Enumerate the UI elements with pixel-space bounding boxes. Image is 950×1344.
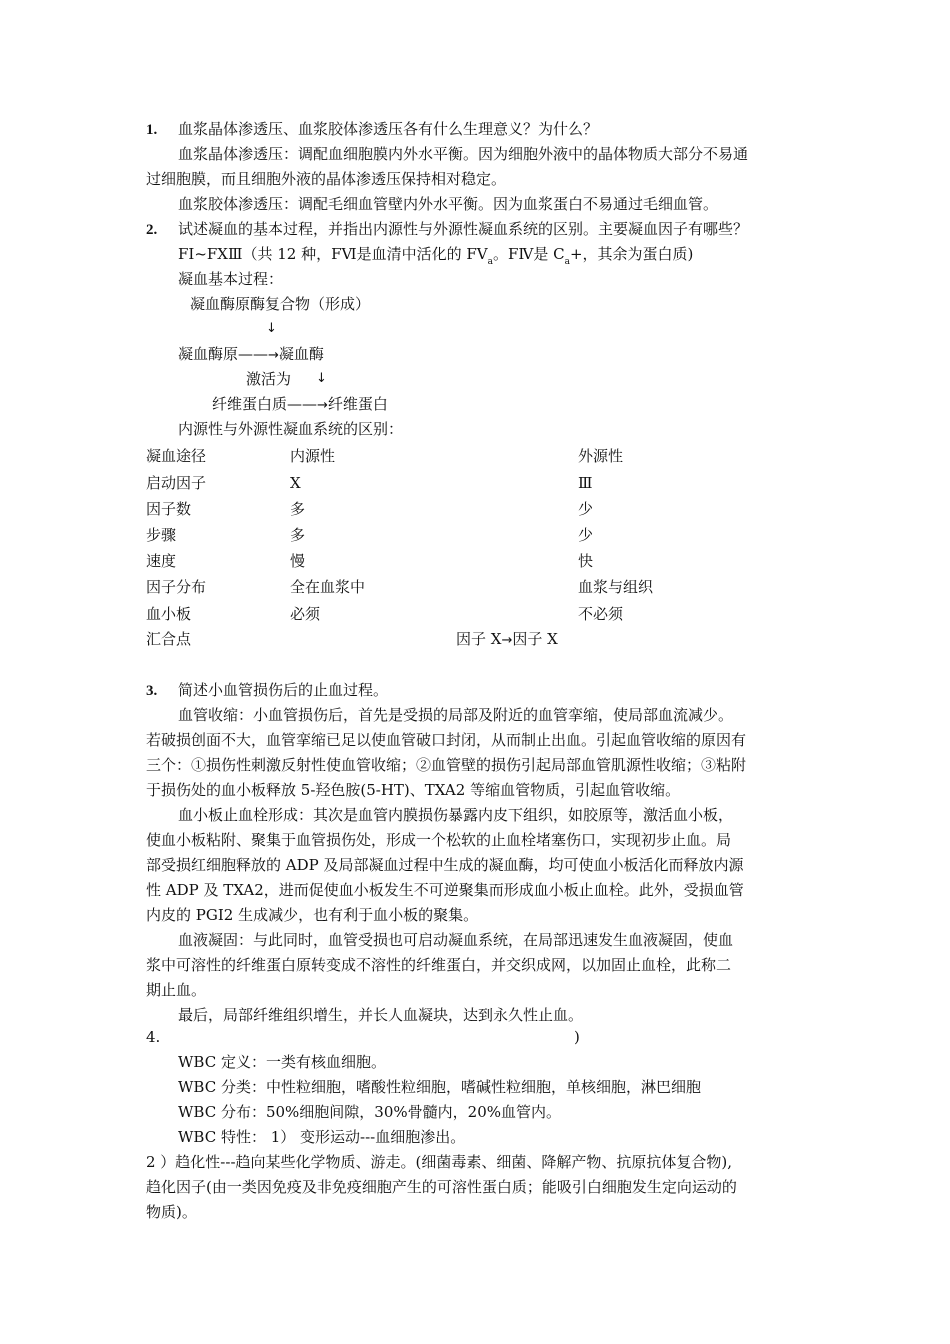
subscript: a [487, 257, 493, 267]
down-arrow-icon: ↓ [266, 321, 277, 336]
process-step [178, 345, 324, 365]
paragraph-line: 若破损创面不大，血管挛缩已足以使血管破口封闭，从而制止出血。引起血管收缩的原因有 [146, 731, 747, 749]
table-cell: 汇合点 [146, 630, 192, 648]
paragraph-line: 三个：①损伤性刺激反射性使血管收缩；②血管壁的损伤引起局部血管肌源性收缩；③粘附 [146, 756, 747, 774]
factor-list [178, 245, 693, 266]
paragraph-line: 血浆晶体渗透压：调配血细胞膜内外水平衡。因为细胞外液中的晶体物质大部分不易通 [178, 145, 749, 163]
process-step-right: 纤维蛋白 [327, 395, 388, 413]
table-cell: 因子分布 [146, 578, 207, 596]
right-arrow-icon: → [501, 633, 513, 648]
paragraph-line: 浆中可溶性的纤维蛋白原转变成不溶性的纤维蛋白，并交织成网，以加固止血栓，此称二 [146, 956, 732, 974]
table-cell: 血小板 [146, 605, 192, 623]
paragraph-line: 性 ADP 及 TXA2，进而促使血小板发生不可逆聚集而形成血小板止血栓。此外，受损血管 [146, 881, 744, 899]
paragraph-line: 血浆胶体渗透压：调配毛细血管壁内外水平衡。因为血浆蛋白不易通过毛细血管。 [178, 195, 719, 213]
process-label: 凝血基本过程： [178, 270, 284, 288]
merge-left: 因子 X [456, 630, 502, 648]
paragraph-line: 期止血。 [146, 981, 207, 999]
right-arrow-icon: → [317, 398, 328, 413]
paragraph-line: 使血小板粘附、聚集于血管损伤处，形成一个松软的止血栓堵塞伤口，实现初步止血。局 [146, 831, 732, 849]
table-cell [456, 630, 558, 650]
diff-label: 内源性与外源性凝血系统的区别： [178, 420, 404, 438]
table-cell: 多 [290, 500, 306, 518]
question-title: 简述小血管损伤后的止血过程。 [178, 681, 389, 699]
paragraph-line: 血小板止血栓形成：其次是血管内膜损伤暴露内皮下组织，如胶原等，激活血小板， [178, 806, 734, 824]
factor-text: FⅠ~FXⅢ（共 12 种，FⅥ是血清中活化的 FV [178, 245, 488, 263]
paragraph-line: WBC 特性： 1） 变形运动---血细胞渗出。 [178, 1128, 466, 1146]
table-cell: 慢 [290, 552, 306, 570]
process-step-right: 凝血酶 [278, 345, 324, 363]
paragraph-line: 于损伤处的血小板释放 5-羟色胺(5-HT)、TXA2 等缩血管物质，引起血管收缩。 [146, 781, 681, 799]
table-header: 内源性 [290, 447, 336, 465]
question-number: 2. [146, 222, 158, 238]
paragraph-line: WBC 分类：中性粒细胞，嗜酸性粒细胞，嗜碱性粒细胞，单核细胞，淋巴细胞 [178, 1078, 701, 1096]
garbled-text: ) [574, 1028, 583, 1046]
table-cell: 必须 [290, 605, 321, 623]
process-step-left: 纤维蛋白质—— [212, 395, 318, 413]
process-step: 凝血酶原酶复合物（形成） [190, 295, 371, 313]
paragraph-line: 内皮的 PGI2 生成减少，也有利于血小板的聚集。 [146, 906, 479, 924]
question-4 [146, 1028, 583, 1046]
table-cell: Ⅲ [578, 474, 593, 492]
table-cell: X [290, 474, 301, 492]
paragraph-line: 物质)。 [146, 1203, 197, 1221]
paragraph-line: 过细胞膜，而且细胞外液的晶体渗透压保持相对稳定。 [146, 170, 507, 188]
question-number: 4. [146, 1028, 161, 1046]
paragraph-line: 趋化因子(由一类因免疫及非免疫细胞产生的可溶性蛋白质；能吸引白细胞发生定向运动的 [146, 1178, 737, 1196]
table-cell: 全在血浆中 [290, 578, 366, 596]
question-title: 血浆晶体渗透压、血浆胶体渗透压各有什么生理意义？为什么？ [178, 120, 599, 138]
subscript: a [564, 257, 570, 267]
question-number: 3. [146, 683, 158, 699]
table-cell: 少 [578, 500, 594, 518]
table-cell: 不必须 [578, 605, 624, 623]
process-step [212, 395, 388, 415]
table-cell: 血浆与组织 [578, 578, 654, 596]
merge-right: 因子 X [512, 630, 558, 648]
factor-text: 。FⅣ是 C [492, 245, 565, 263]
paragraph-line: 2 ）趋化性---趋向某些化学物质、游走。(细菌毒素、细菌、降解产物、抗原抗体复合物), [146, 1153, 732, 1171]
question-1 [146, 120, 599, 139]
question-2 [146, 220, 749, 239]
table-cell: 启动因子 [146, 474, 207, 492]
activate-label: 激活为 [246, 370, 292, 388]
paragraph-line: 血管收缩：小血管损伤后，首先是受损的局部及附近的血管挛缩，使局部血流减少。 [178, 706, 734, 724]
paragraph-line: WBC 定义：一类有核血细胞。 [178, 1053, 386, 1071]
factor-text: +，其余为蛋白质) [569, 245, 694, 263]
table-cell: 速度 [146, 552, 177, 570]
table-header: 凝血途径 [146, 447, 207, 465]
table-header: 外源性 [578, 447, 624, 465]
table-cell: 多 [290, 526, 306, 544]
down-arrow-icon: ↓ [316, 371, 327, 386]
question-3 [146, 681, 389, 700]
table-cell: 快 [578, 552, 594, 570]
paragraph-line: WBC 分布：50%细胞间隙，30%骨髓内，20%血管内。 [178, 1103, 561, 1121]
paragraph-line: 最后，局部纤维组织增生，并长人血凝块，达到永久性止血。 [178, 1006, 584, 1024]
paragraph-line: 血液凝固：与此同时，血管受损也可启动凝血系统，在局部迅速发生血液凝固，使血 [178, 931, 734, 949]
question-number: 1. [146, 122, 158, 138]
process-step-left: 凝血酶原—— [178, 345, 269, 363]
question-title: 试述凝血的基本过程，并指出内源性与外源性凝血系统的区别。主要凝血因子有哪些？ [178, 220, 749, 238]
table-cell: 少 [578, 526, 594, 544]
table-cell: 因子数 [146, 500, 192, 518]
table-cell: 步骤 [146, 526, 177, 544]
right-arrow-icon: → [268, 348, 279, 363]
paragraph-line: 部受损红细胞释放的 ADP 及局部凝血过程中生成的凝血酶，均可使血小板活化而释放内源 [146, 856, 744, 874]
